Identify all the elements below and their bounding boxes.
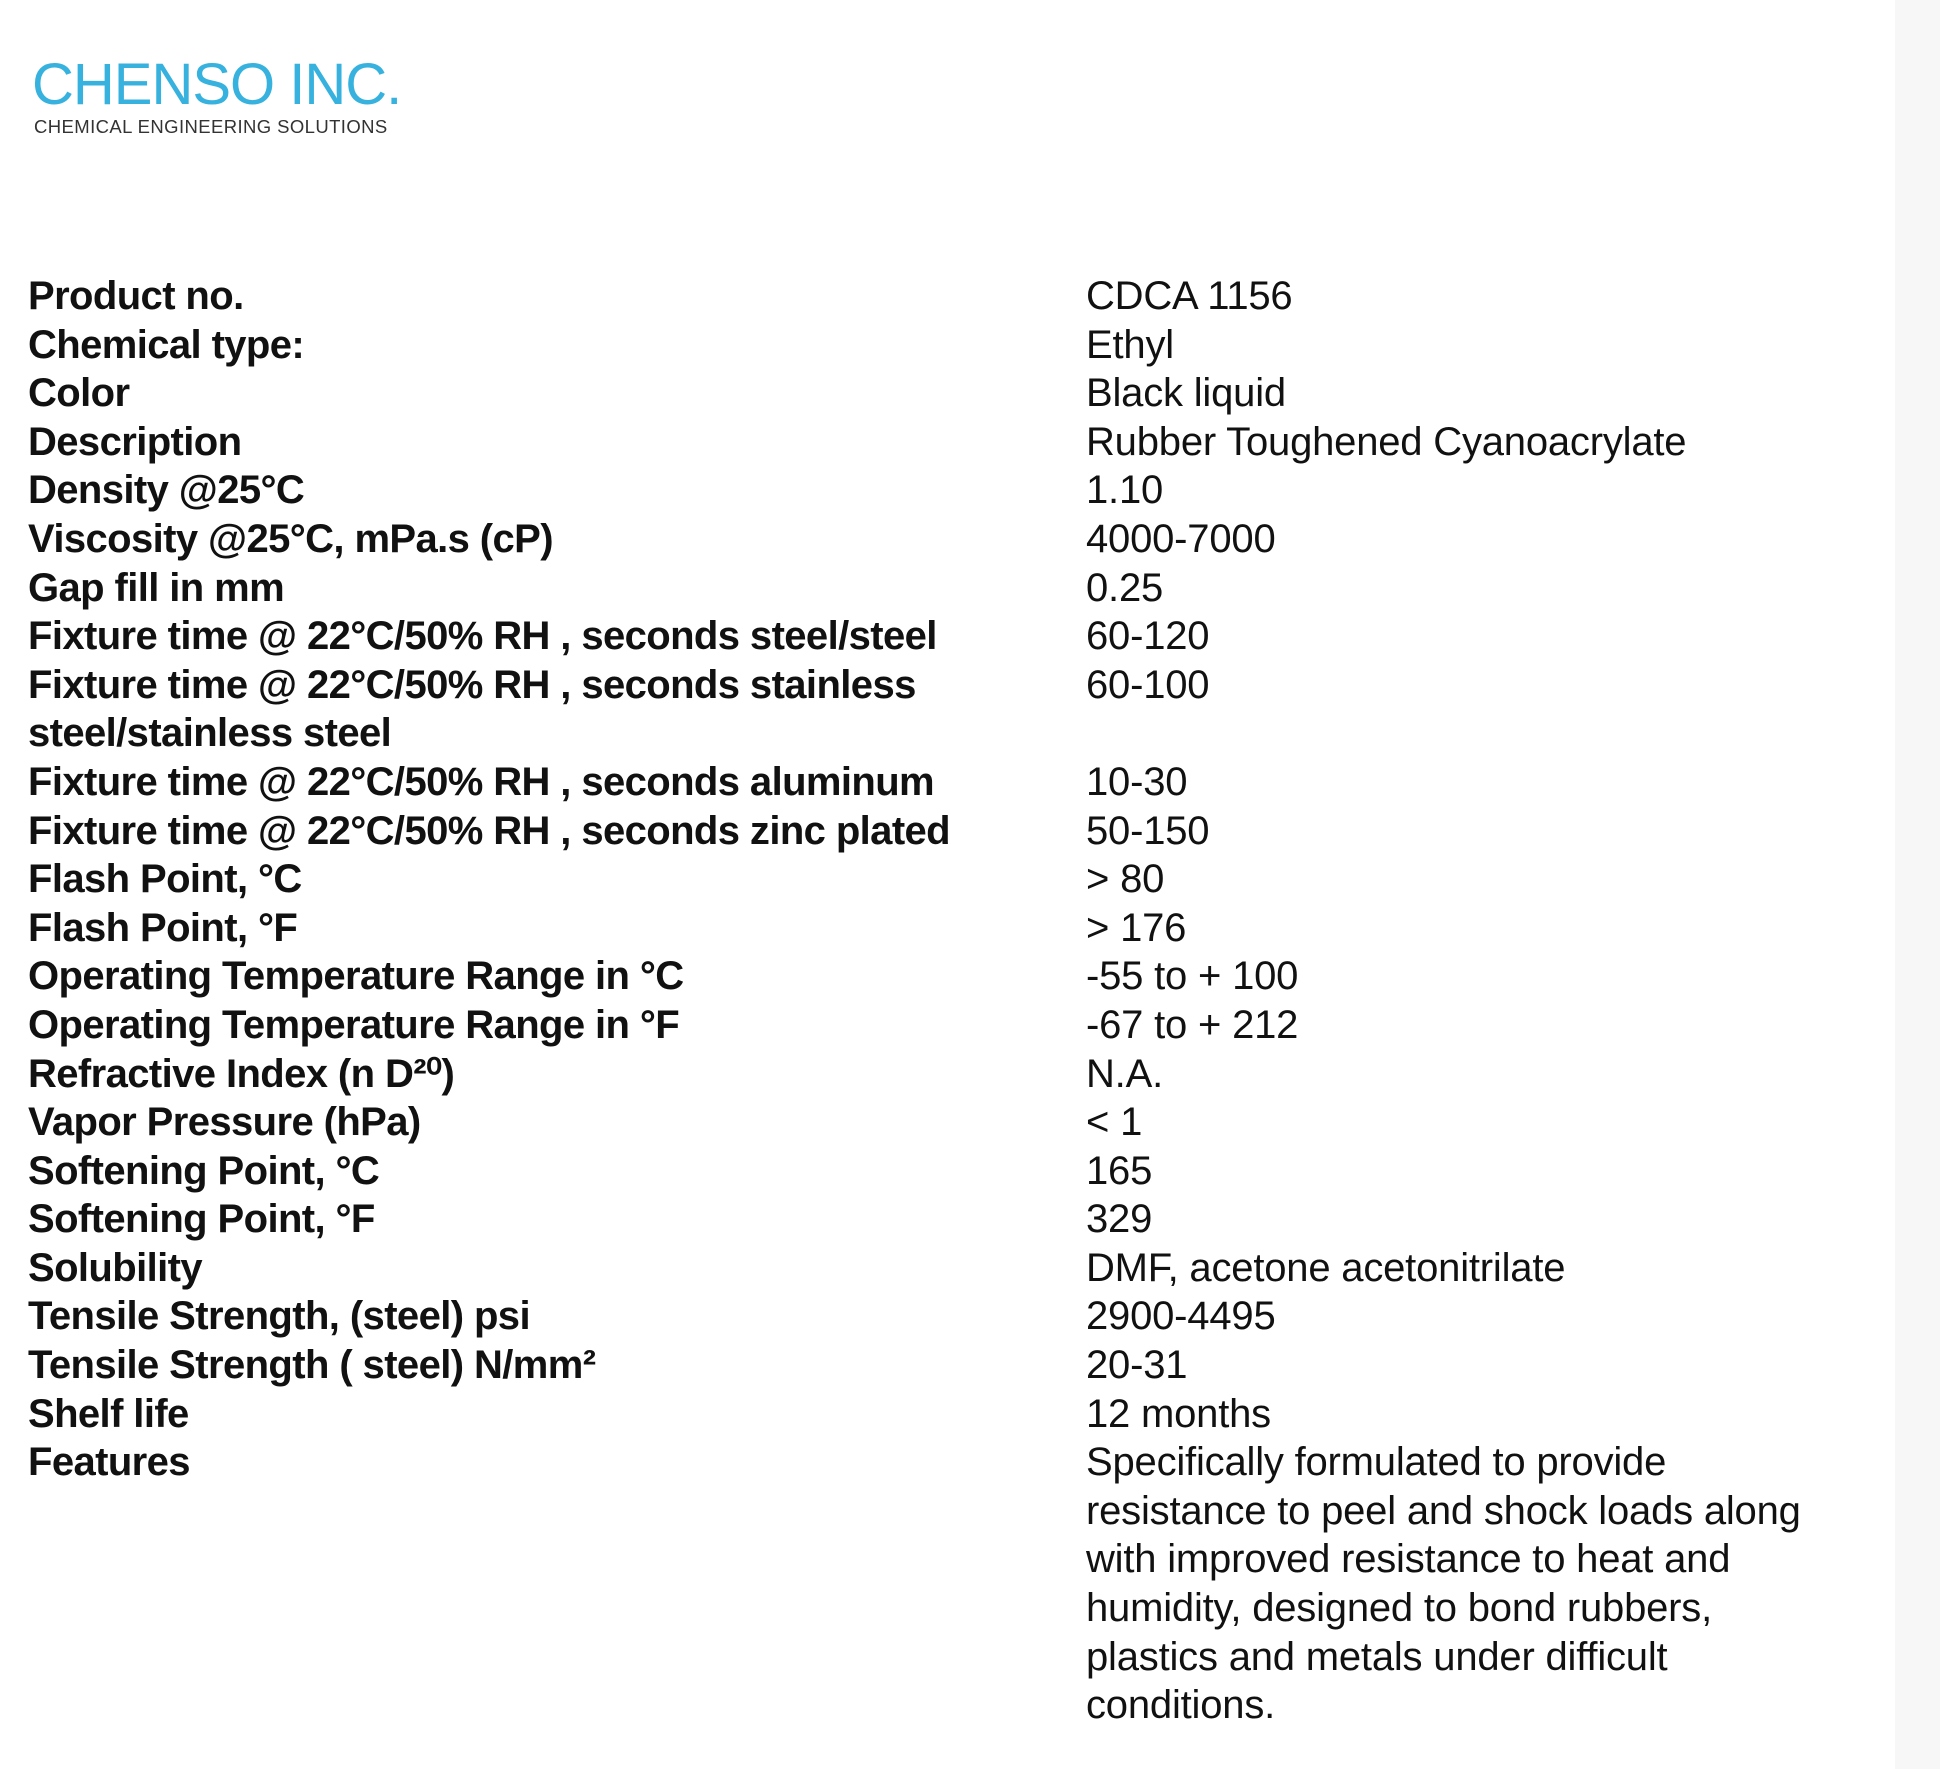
spec-row-flash-point-c [28, 855, 1808, 904]
spec-row-tensile-nmm2 [28, 1341, 1808, 1390]
spec-label: Features [28, 1440, 190, 1485]
spec-value: Ethyl [1086, 322, 1174, 367]
spec-label: Product no. [28, 274, 244, 318]
spec-label: Fixture time @ 22°C/50% RH , seconds steel/steel [28, 614, 937, 659]
spec-label: Fixture time @ 22°C/50% RH , seconds aluminum [28, 759, 935, 804]
spec-row-viscosity [28, 515, 1808, 564]
spec-row-density [28, 466, 1808, 515]
spec-value: Specifically formulated to provide resistance to peel and shock loads along with improved resistance to heat and humidity, designed to bond rubbers, plastics and metals under difficult conditions. [1086, 1440, 1801, 1728]
spec-label: Softening Point, °C [28, 1148, 380, 1193]
spec-row-features [28, 1438, 1808, 1730]
spec-label: Density @25°C [28, 468, 305, 513]
spec-value: 4000-7000 [1086, 516, 1276, 561]
spec-value: -67 to + 212 [1086, 1002, 1299, 1047]
spec-value: CDCA 1156 [1086, 274, 1293, 318]
spec-label: Fixture time @ 22°C/50% RH , seconds zinc plated [28, 808, 951, 853]
spec-value: 20-31 [1086, 1343, 1188, 1388]
spec-row-softening-point-c [28, 1147, 1808, 1196]
spec-row-chemical-type [28, 321, 1808, 370]
spec-value: 60-100 [1086, 662, 1210, 707]
spec-label: Color [28, 371, 130, 416]
spec-value: < 1 [1086, 1100, 1143, 1145]
spec-row-softening-point-f [28, 1195, 1808, 1244]
spec-row-fixture-steel [28, 612, 1808, 661]
spec-label: Fixture time @ 22°C/50% RH , seconds stainless steel/stainless steel [28, 662, 916, 756]
spec-label: Solubility [28, 1245, 203, 1290]
spec-label: Description [28, 419, 242, 464]
spec-label: Operating Temperature Range in °F [28, 1002, 680, 1047]
spec-label: Tensile Strength ( steel) N/mm² [28, 1343, 596, 1388]
spec-value: 2900-4495 [1086, 1294, 1276, 1339]
spec-label: Softening Point, °F [28, 1197, 375, 1242]
spec-label: Gap fill in mm [28, 565, 285, 610]
spec-value: 165 [1086, 1148, 1153, 1193]
spec-row-fixture-aluminum [28, 758, 1808, 807]
spec-value: -55 to + 100 [1086, 954, 1299, 999]
spec-row-solubility [28, 1244, 1808, 1293]
spec-row-shelf-life [28, 1390, 1808, 1439]
spec-value: 60-120 [1086, 614, 1210, 659]
company-tagline: CHEMICAL ENGINEERING SOLUTIONS [34, 116, 388, 137]
spec-row-fixture-stainless [28, 661, 1808, 758]
spec-value: 50-150 [1086, 808, 1210, 853]
spec-value: DMF, acetone acetonitrilate [1086, 1245, 1566, 1290]
spec-value: > 176 [1086, 905, 1187, 950]
spec-row-operating-temp-f [28, 1001, 1808, 1050]
spec-label: Refractive Index (n D²⁰) [28, 1051, 455, 1096]
spec-row-flash-point-f [28, 904, 1808, 953]
spec-table [28, 272, 1808, 1730]
spec-row-operating-temp-c [28, 952, 1808, 1001]
company-logo [32, 52, 532, 142]
spec-value: 1.10 [1086, 468, 1164, 513]
spec-label: Vapor Pressure (hPa) [28, 1100, 421, 1145]
spec-label: Viscosity @25°C, mPa.s (cP) [28, 516, 553, 561]
spec-label: Operating Temperature Range in °C [28, 954, 684, 999]
spec-value: N.A. [1086, 1051, 1163, 1096]
spec-label: Shelf life [28, 1391, 189, 1436]
spec-label: Flash Point, °C [28, 857, 302, 902]
spec-row-color [28, 369, 1808, 418]
spec-value: 329 [1086, 1197, 1153, 1242]
spec-row-fixture-zinc [28, 807, 1808, 856]
spec-value: 12 months [1086, 1391, 1271, 1436]
company-name: CHENSO INC. [32, 52, 402, 117]
spec-label: Tensile Strength, (steel) psi [28, 1294, 530, 1339]
spec-row-product-no [28, 272, 1808, 321]
spec-value: 0.25 [1086, 565, 1164, 610]
spec-row-vapor-pressure [28, 1098, 1808, 1147]
spec-value: Black liquid [1086, 371, 1286, 416]
spec-row-description [28, 418, 1808, 467]
spec-label: Flash Point, °F [28, 905, 298, 950]
spec-value: 10-30 [1086, 759, 1188, 804]
spec-value: > 80 [1086, 857, 1165, 902]
spec-value: Rubber Toughened Cyanoacrylate [1086, 419, 1687, 464]
spec-row-refractive-index [28, 1050, 1808, 1099]
spec-label: Chemical type: [28, 322, 305, 367]
spec-row-tensile-psi [28, 1292, 1808, 1341]
spec-row-gap-fill [28, 564, 1808, 613]
